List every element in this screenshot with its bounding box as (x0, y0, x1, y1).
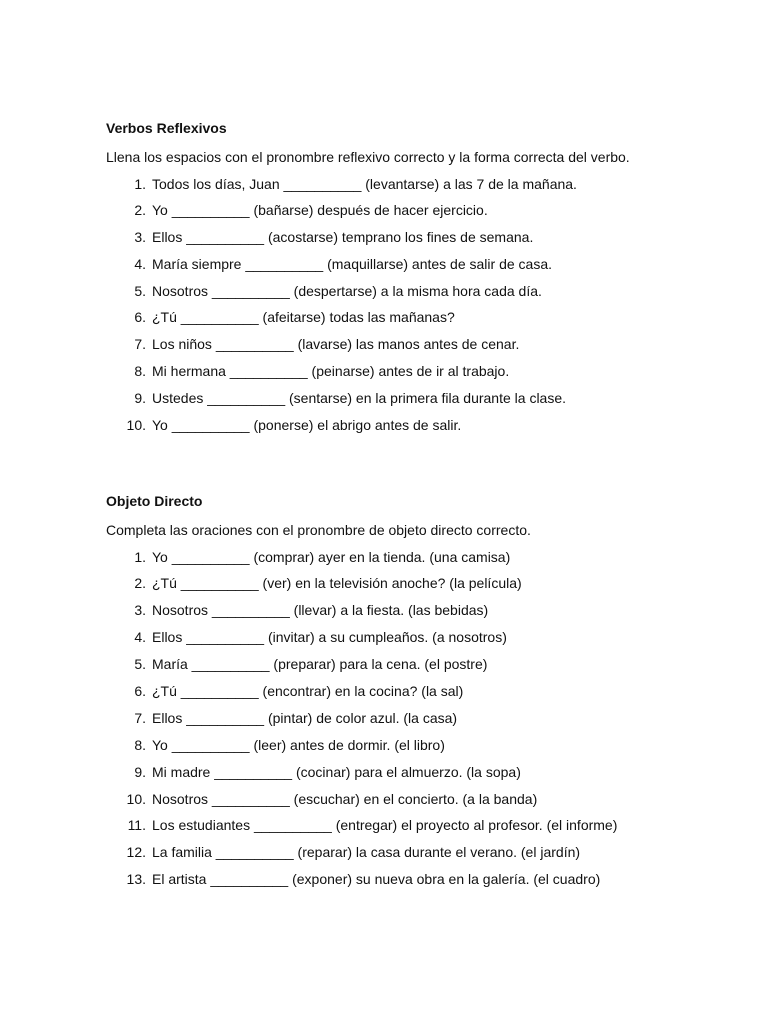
exercise-item (106, 678, 706, 705)
exercise-list (106, 171, 706, 439)
item-text: ¿Tú __________ (afeitarse) todas las mañanas? (152, 309, 455, 326)
item-number: 8. (134, 736, 146, 753)
item-number: 1. (134, 175, 146, 192)
item-text: Nosotros __________ (llevar) a la fiesta. (las bebidas) (152, 602, 489, 619)
item-number: 4. (134, 629, 146, 646)
exercise-item (106, 786, 706, 813)
item-number: 9. (134, 389, 146, 406)
exercise-item (106, 597, 706, 624)
exercise-item (106, 812, 706, 839)
item-number: 3. (134, 602, 146, 619)
item-text: ¿Tú __________ (encontrar) en la cocina? (la sal) (152, 682, 464, 699)
item-number: 7. (134, 709, 146, 726)
item-text: La familia __________ (reparar) la casa durante el verano. (el jardín) (152, 844, 581, 861)
item-text: El artista __________ (exponer) su nueva obra en la galería. (el cuadro) (152, 871, 601, 888)
item-number: 10. (126, 416, 146, 433)
item-number: 7. (134, 336, 146, 353)
item-text: Yo __________ (leer) antes de dormir. (el libro) (152, 736, 445, 753)
item-text: Ustedes __________ (sentarse) en la primera fila durante la clase. (152, 389, 567, 406)
exercise-item (106, 358, 706, 385)
item-number: 4. (134, 255, 146, 272)
section-objeto-directo (106, 491, 706, 893)
item-number: 8. (134, 363, 146, 380)
exercise-item (106, 624, 706, 651)
exercise-item (106, 331, 706, 358)
item-number: 5. (134, 656, 146, 673)
exercise-item (106, 278, 706, 305)
exercise-list (106, 544, 706, 894)
item-number: 11. (127, 817, 146, 834)
item-text: Ellos __________ (pintar) de color azul. (la casa) (152, 709, 458, 726)
item-text: Yo __________ (ponerse) el abrigo antes de salir. (152, 416, 462, 433)
item-text: María siempre __________ (maquillarse) antes de salir de casa. (152, 255, 552, 272)
item-number: 12. (126, 844, 146, 861)
exercise-item (106, 839, 706, 866)
item-text: ¿Tú __________ (ver) en la televisión anoche? (la película) (152, 575, 522, 592)
exercise-item (106, 651, 706, 678)
item-text: María __________ (preparar) para la cena. (el postre) (152, 656, 488, 673)
item-text: Los niños __________ (lavarse) las manos antes de cenar. (152, 336, 520, 353)
item-text: Mi madre __________ (cocinar) para el almuerzo. (la sopa) (152, 763, 521, 780)
exercise-item (106, 544, 706, 571)
exercise-item (106, 570, 706, 597)
section-heading: Verbos Reflexivos (106, 120, 227, 136)
item-text: Los estudiantes __________ (entregar) el proyecto al profesor. (el informe) (152, 817, 618, 834)
section-instructions: Completa las oraciones con el pronombre de objeto directo correcto. (106, 522, 531, 538)
exercise-item (106, 171, 706, 198)
item-text: Todos los días, Juan __________ (levantarse) a las 7 de la mañana. (152, 175, 577, 192)
item-text: Nosotros __________ (despertarse) a la misma hora cada día. (152, 282, 542, 299)
exercise-item (106, 224, 706, 251)
item-number: 3. (134, 229, 146, 246)
exercise-item (106, 732, 706, 759)
exercise-item (106, 759, 706, 786)
item-number: 5. (134, 282, 146, 299)
item-number: 10. (126, 790, 146, 807)
section-verbos-reflexivos (106, 118, 706, 438)
exercise-item (106, 197, 706, 224)
item-number: 2. (134, 202, 146, 219)
item-text: Ellos __________ (acostarse) temprano los fines de semana. (152, 229, 534, 246)
item-number: 13. (126, 871, 146, 888)
item-number: 6. (134, 309, 146, 326)
item-number: 1. (134, 548, 146, 565)
exercise-item (106, 412, 706, 439)
item-number: 6. (134, 682, 146, 699)
exercise-item (106, 385, 706, 412)
section-heading: Objeto Directo (106, 493, 203, 509)
item-text: Ellos __________ (invitar) a su cumpleaños. (a nosotros) (152, 629, 507, 646)
exercise-item (106, 304, 706, 331)
exercise-item (106, 251, 706, 278)
item-number: 2. (134, 575, 146, 592)
item-text: Yo __________ (bañarse) después de hacer ejercicio. (152, 202, 488, 219)
item-text: Yo __________ (comprar) ayer en la tienda. (una camisa) (152, 548, 511, 565)
item-text: Nosotros __________ (escuchar) en el concierto. (a la banda) (152, 790, 538, 807)
item-text: Mi hermana __________ (peinarse) antes de ir al trabajo. (152, 363, 510, 380)
exercise-item (106, 866, 706, 893)
exercise-item (106, 705, 706, 732)
item-number: 9. (134, 763, 146, 780)
section-instructions: Llena los espacios con el pronombre reflexivo correcto y la forma correcta del verbo. (106, 149, 630, 165)
